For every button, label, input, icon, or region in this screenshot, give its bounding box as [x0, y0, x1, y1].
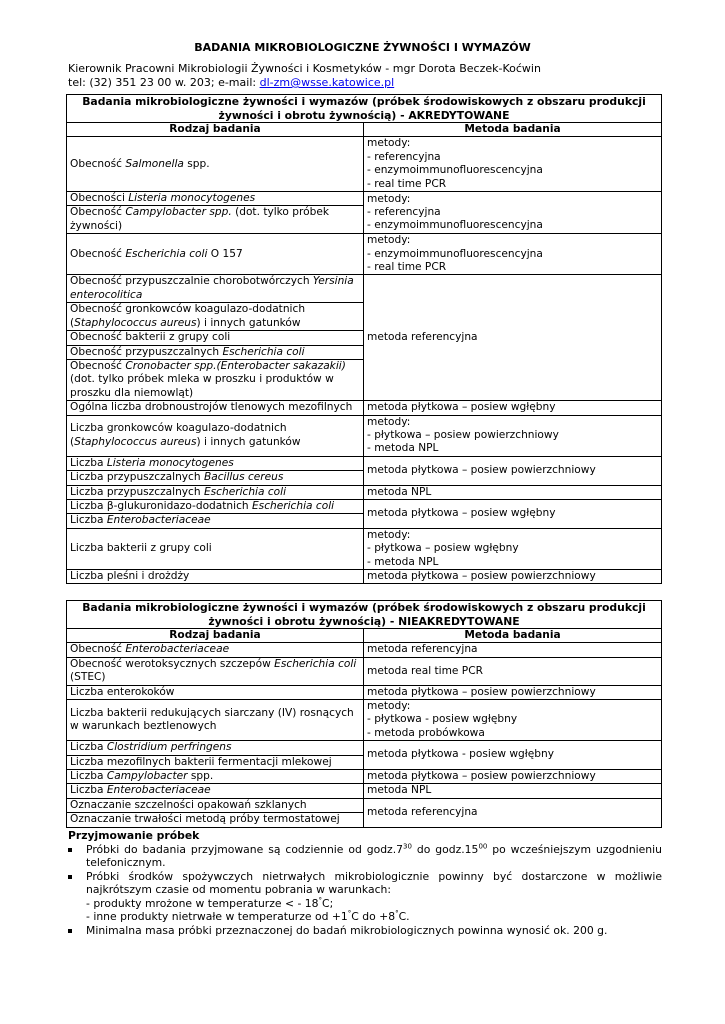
test-cell: Liczba pleśni i drożdży [67, 570, 364, 584]
table-row [67, 784, 662, 798]
sample-intake-notes [68, 829, 662, 937]
test-cell: Obecność Enterobacteriaceae [67, 643, 364, 657]
test-cell: Liczba Clostridium perfringens [67, 741, 364, 755]
test-cell: Liczba przypuszczalnych Bacillus cereus [67, 471, 364, 485]
notes-title: Przyjmowanie próbek [68, 829, 200, 842]
method-cell: metoda real time PCR [364, 657, 662, 685]
table-row [67, 137, 662, 192]
table-row [67, 528, 662, 569]
list-item: Minimalna masa próbki przeznaczonej do badań mikrobiologicznych powinna wynosić ok. 200 g. [68, 924, 662, 938]
test-cell: Liczba mezofilnych bakterii fermentacji mlekowej [67, 755, 364, 769]
method-cell: metoda referencyjna [364, 643, 662, 657]
table-row [67, 643, 662, 657]
test-cell: Oznaczanie szczelności opakowań szklanych [67, 798, 364, 812]
method-cell: metoda płytkowa – posiew powierzchniowy [364, 770, 662, 784]
table-row [67, 770, 662, 784]
method-cell: metoda płytkowa – posiew powierzchniowy [364, 570, 662, 584]
list-subitem: - inne produkty nietrwałe w temperaturze od +1°C do +8°C. [86, 909, 410, 923]
test-cell: Liczba przypuszczalnych Escherichia coli [67, 485, 364, 499]
table-row [67, 700, 662, 741]
table-row [67, 275, 662, 303]
test-cell: Oznaczanie trwałości metodą próby termostatowej [67, 813, 364, 827]
accredited-table [66, 94, 662, 584]
method-cell: metody: - enzymoimmunofluorescencyjna - real time PCR [364, 234, 662, 275]
table-row [67, 499, 662, 513]
accredited-table-title: Badania mikrobiologiczne żywności i wymazów (próbek środowiskowych z obszaru produkcji żywności i obrotu żywnością) - AKREDYTOWANE [67, 95, 662, 123]
bullet-icon [68, 848, 72, 852]
test-cell: Liczba Campylobacter spp. [67, 770, 364, 784]
table-row [67, 741, 662, 755]
method-cell: metoda NPL [364, 784, 662, 798]
test-cell: Liczba bakterii z grupy coli [67, 528, 364, 569]
test-cell: Obecność Campylobacter spp. (dot. tylko próbek żywności) [67, 206, 364, 234]
test-cell: Obecność bakterii z grupy coli [67, 331, 364, 345]
test-cell: Obecności Listeria monocytogenes [67, 192, 364, 206]
bullet-icon [68, 875, 72, 879]
column-header-method: Metoda badania [364, 123, 662, 137]
method-cell: metody: - płytkowa – posiew wgłębny - metoda NPL [364, 528, 662, 569]
email-link[interactable]: dl-zm@wsse.katowice.pl [259, 76, 395, 89]
test-cell: Obecność werotoksycznych szczepów Escherichia coli (STEC) [67, 657, 364, 685]
bullet-icon [68, 929, 72, 933]
list-item: Próbki do badania przyjmowane są codziennie od $godz.7^{30}$ do $godz.15^{00}$ po wcześniejszym uzgodnieniu telefonicznym. [68, 843, 662, 870]
table-row [67, 798, 662, 812]
list-item: Próbki środków spożywczych nietrwałych mikrobiologicznie powinny być dostarczone w możliwie najkrótszym czasie od momentu pobrania w warunkach: [68, 870, 662, 897]
page-title: BADANIA MIKROBIOLOGICZNE ŻYWNOŚCI I WYMAZÓW [194, 41, 531, 54]
test-cell: Obecność przypuszczalnych Escherichia coli [67, 345, 364, 359]
test-cell: Liczba gronkowców koagulazo-dodatnich (Staphylococcus aureus) i innych gatunków [67, 415, 364, 456]
table-row [67, 456, 662, 470]
test-cell: Liczba bakterii redukujących siarczany (IV) rosnących w warunkach beztlenowych [67, 700, 364, 741]
test-cell: Ogólna liczba drobnoustrojów tlenowych mezofilnych [67, 401, 364, 415]
manager-line: Kierownik Pracowni Mikrobiologii Żywności i Kosmetyków - mgr Dorota Beczek-Koćwin [68, 62, 541, 75]
test-cell: Obecność Escherichia coli O 157 [67, 234, 364, 275]
method-cell: metoda płytkowa – posiew powierzchniowy [364, 685, 662, 699]
table-row [67, 657, 662, 685]
table-row [67, 192, 662, 206]
column-header-test-type: Rodzaj badania [67, 123, 364, 137]
non-accredited-table [66, 600, 662, 828]
table-row [67, 415, 662, 456]
column-header-test-type: Rodzaj badania [67, 629, 364, 643]
contact-line [68, 76, 394, 90]
test-cell: Liczba Enterobacteriaceae [67, 784, 364, 798]
table-row [67, 234, 662, 275]
method-cell: metody: - płytkowa – posiew powierzchniowy - metoda NPL [364, 415, 662, 456]
method-cell: metoda płytkowa – posiew powierzchniowy [364, 456, 662, 485]
method-cell: metoda referencyjna [364, 275, 662, 401]
test-cell: Liczba enterokoków [67, 685, 364, 699]
test-cell: Obecność przypuszczalnie chorobotwórczych Yersinia enterocolitica [67, 275, 364, 303]
test-cell: Obecność Salmonella spp. [67, 137, 364, 192]
method-cell: metoda referencyjna [364, 798, 662, 827]
method-cell: metody: - referencyjna - enzymoimmunofluorescencyjna [364, 192, 662, 234]
method-cell: metoda płytkowa - posiew wgłębny [364, 741, 662, 770]
table-row [67, 485, 662, 499]
test-cell: Obecność gronkowców koagulazo-dodatnich (Staphylococcus aureus) i innych gatunków [67, 303, 364, 331]
method-cell: metoda płytkowa – posiew wgłębny [364, 499, 662, 528]
method-cell: metoda NPL [364, 485, 662, 499]
list-subitem: - produkty mrożone w temperaturze < - 18°C; [86, 895, 334, 910]
method-cell: metody: - referencyjna - enzymoimmunofluorescencyjna - real time PCR [364, 137, 662, 192]
method-cell: metody: - płytkowa - posiew wgłębny - metoda probówkowa [364, 700, 662, 741]
table-row [67, 685, 662, 699]
table-row [67, 570, 662, 584]
test-cell: Liczba β-glukuronidazo-dodatnich Escherichia coli [67, 499, 364, 513]
table-row [67, 401, 662, 415]
non-accredited-table-title: Badania mikrobiologiczne żywności i wymazów (próbek środowiskowych z obszaru produkcji żywności i obrotu żywnością) - NIEAKREDYTOWANE [67, 601, 662, 629]
phone-text: tel: (32) 351 23 00 w. 203; e-mail: [68, 76, 260, 89]
test-cell: Liczba Enterobacteriaceae [67, 514, 364, 528]
method-cell: metoda płytkowa – posiew wgłębny [364, 401, 662, 415]
column-header-method: Metoda badania [364, 629, 662, 643]
test-cell: Obecność Cronobacter spp.(Enterobacter sakazakii) (dot. tylko próbek mleka w proszku i produktów w proszku dla niemowląt) [67, 359, 364, 400]
test-cell: Liczba Listeria monocytogenes [67, 456, 364, 470]
